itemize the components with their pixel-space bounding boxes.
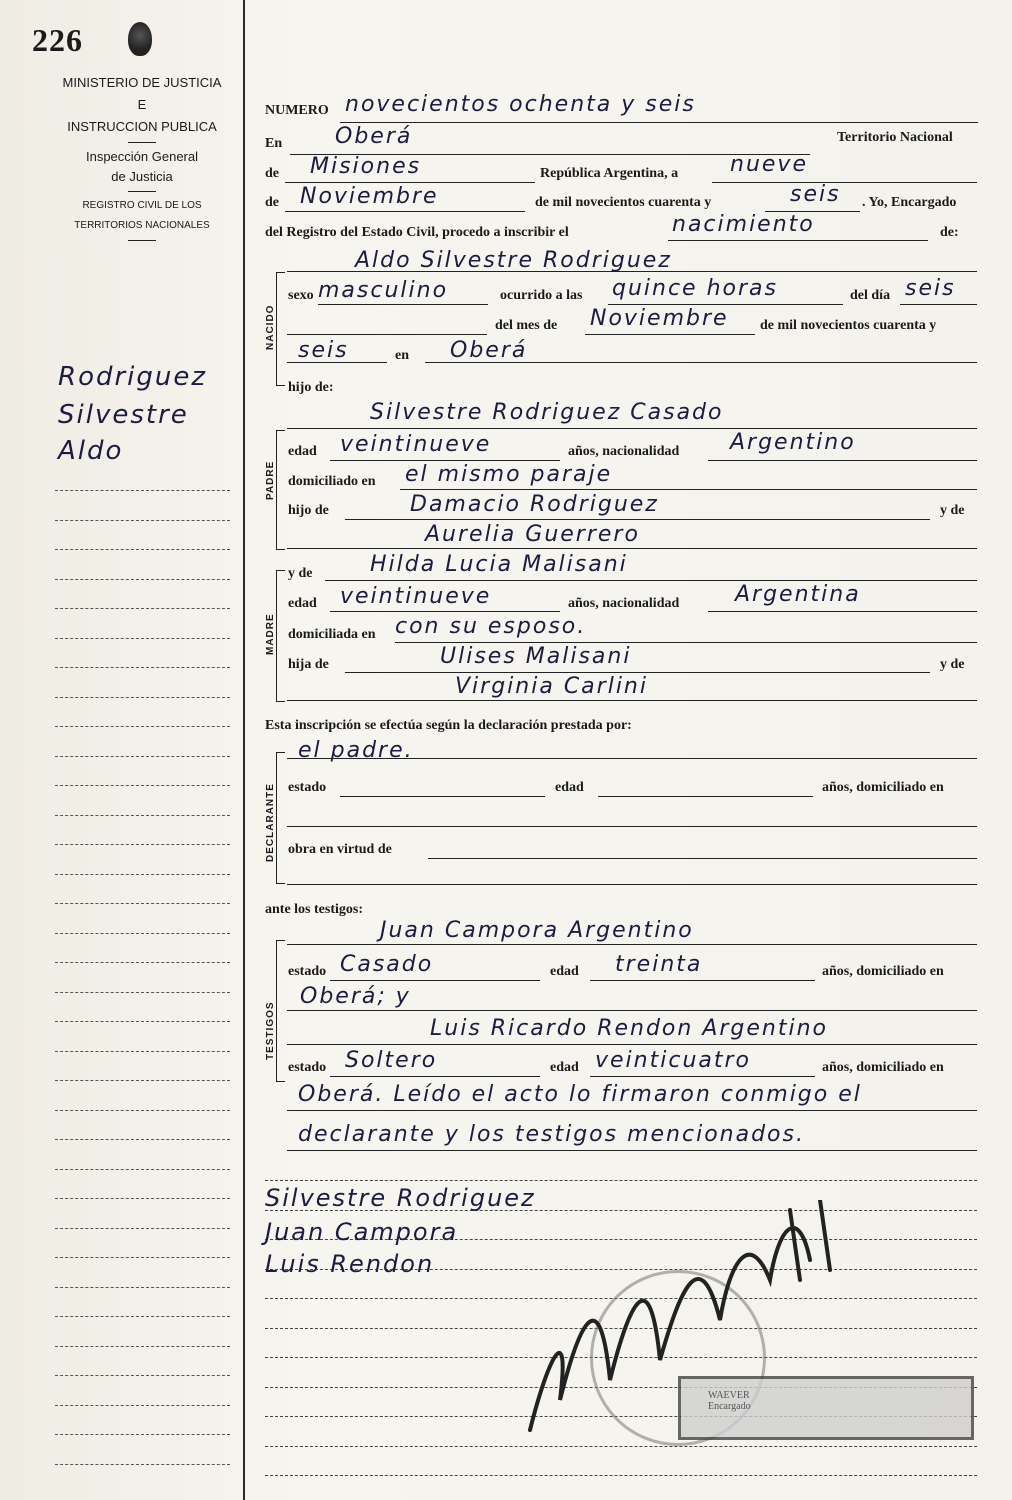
rule [425,362,977,363]
domiciliado-label: domiciliado en [288,474,376,489]
padre-tag: PADRE [265,460,276,500]
obra-label: obra en virtud de [288,842,392,857]
rule [287,334,487,335]
anios-nac-label: años, nacionalidad [568,596,680,611]
margin-rule [55,1169,230,1171]
testigo1-edad: treinta [615,952,703,977]
y-de-label: y de [940,657,965,672]
en-label: En [265,136,283,151]
madre-edad: veintinueve [340,584,492,609]
rule [287,944,977,945]
nacido-tag: NACIDO [265,304,276,350]
bracket [276,752,285,884]
mil2-label: de mil novecientos cuarenta y [760,318,937,333]
ministry-line3: INSTRUCCION PUBLICA [67,119,217,134]
yo-label: . Yo, Encargado [862,195,957,210]
margin-rule [55,874,230,876]
rule [345,672,930,673]
registro-label: del Registro del Estado Civil, procedo a inscribir el [265,225,569,240]
rule [708,460,977,461]
y-de-label: y de [940,503,965,518]
estado-label: estado [288,780,327,795]
estado-label: estado [288,1060,327,1075]
madre-nombre: Hilda Lucia Malisani [370,552,628,577]
rule [608,304,843,305]
abuela-m: Virginia Carlini [455,674,648,699]
abuelo-m: Ulises Malisani [440,644,632,669]
rule [287,1044,977,1045]
margin-rule [55,490,230,492]
rule [708,611,977,612]
numero-label: NUMERO [265,103,329,118]
declarante-value: el padre. [298,738,414,763]
margin-rule [55,520,230,522]
rule [285,182,535,183]
del-dia-label: del día [850,288,891,303]
domiciliada-label: domiciliada en [288,627,376,642]
signature-2: Juan Campora [265,1218,459,1246]
margin-rule [55,1405,230,1407]
rule [128,191,156,192]
sexo-label: sexo [288,288,314,303]
republica-label: República Argentina, a [540,166,679,181]
margin-rule [55,1228,230,1230]
edad-label: edad [288,444,317,459]
column-divider [243,0,245,1500]
rule [330,980,540,981]
rule [340,796,545,797]
en-value: Oberá [335,124,413,149]
rule [287,758,977,759]
testigo2-edad: veinticuatro [595,1048,751,1073]
rule [287,1110,977,1111]
bracket [276,430,285,550]
margin-rule [55,1346,230,1348]
coat-of-arms-icon [128,22,152,56]
rule [900,304,977,305]
abuela: Aurelia Guerrero [425,522,640,547]
anios-nac-label: años, nacionalidad [568,444,680,459]
testigo2-estado: Soltero [345,1048,438,1073]
rule [590,1076,815,1077]
margin-rule [55,844,230,846]
mil-label: de mil novecientos cuarenta y [535,195,712,210]
ruled-line [265,1446,977,1447]
territorio-label: Territorio Nacional [837,130,953,145]
margin-rule [55,549,230,551]
margin-rule [55,1051,230,1053]
margin-rule [55,1375,230,1377]
de2-label: de [265,195,279,210]
margin-rule [55,785,230,787]
rule [287,884,977,885]
cierre1: Oberá. Leído el acto lo firmaron conmigo el [298,1082,862,1107]
abuelo: Damacio Rodriguez [410,492,659,517]
margin-rule [55,579,230,581]
margin-rule [55,638,230,640]
registry-line1: REGISTRO CIVIL DE LOS [82,200,202,211]
page-number: 226 [32,22,83,58]
padre-nombre: Silvestre Rodriguez Casado [370,400,724,425]
ministry-line1: MINISTERIO DE JUSTICIA [62,75,222,90]
numero-value: novecientos ochenta y seis [345,92,696,117]
hijo-de-label: hijo de [288,503,329,518]
signature-3: Luis Rendon [265,1250,435,1278]
lugar-value: Oberá [450,338,528,363]
declarante-tag: DECLARANTE [265,783,276,862]
anio-value: seis [790,182,841,207]
de-value: Misiones [310,154,422,179]
margin-rule [55,992,230,994]
bracket [276,940,285,1082]
en2-label: en [395,348,409,363]
estado-label: estado [288,964,327,979]
margin-rule [55,1257,230,1259]
hora-value: quince horas [612,276,778,301]
rule [287,1150,977,1151]
margin-rule [55,962,230,964]
rule [585,334,755,335]
rule [668,240,928,241]
padre-edad: veintinueve [340,432,492,457]
ruled-line [265,1475,977,1476]
margin-rule [55,903,230,905]
dia-value: nueve [730,152,808,177]
margin-name3: Aldo [58,436,124,466]
margin-rule [55,1434,230,1436]
rule [287,271,977,272]
rule [395,642,977,643]
margin-rule [55,933,230,935]
margin-rule [55,1316,230,1318]
margin-name2: Silvestre [58,400,189,430]
rule [325,580,977,581]
margin-rule [55,1139,230,1141]
rule [287,362,387,363]
registry-line2: TERRITORIOS NACIONALES [74,220,210,231]
stamp-line1: WAEVER [708,1390,750,1401]
ocurrido-label: ocurrido a las [500,288,583,303]
inscripcion-label: Esta inscripción se efectúa según la declaración prestada por: [265,718,632,733]
edad-label: edad [550,964,579,979]
nac-mes-value: Noviembre [590,306,729,331]
bracket [276,570,285,702]
rule [287,1010,977,1011]
hija-de-label: hija de [288,657,329,672]
rule [428,858,977,859]
anios-dom-label: años, domiciliado en [822,1060,944,1075]
rule [285,211,525,212]
signature-1: Silvestre Rodriguez [265,1184,536,1212]
rule [128,142,156,143]
madre-nac: Argentina [735,582,861,607]
y-de-madre-label: y de [288,566,313,581]
inspection-line2: de Justicia [111,169,173,184]
edad-label: edad [288,596,317,611]
ministry-header [52,72,232,245]
anios-dom-label: años, domiciliado en [822,964,944,979]
madre-dom: con su esposo. [395,614,587,639]
testigo1: Juan Campora Argentino [380,918,694,943]
margin-rule [55,726,230,728]
testigos-label: ante los testigos: [265,902,363,917]
edad-label: edad [550,1060,579,1075]
nac-anio-value: seis [298,338,349,363]
rule [340,122,978,123]
rule [590,980,815,981]
rule [318,304,488,305]
rule [287,428,977,429]
stamp-line2: Encargado [708,1401,751,1412]
rule [287,700,977,701]
rule [287,548,977,549]
testigo1-estado: Casado [340,952,434,977]
margin-rule [55,1021,230,1023]
ministry-line2: E [137,97,147,112]
testigo2: Luis Ricardo Rendon Argentino [430,1016,829,1041]
margin-rule [55,1080,230,1082]
nombre-value: Aldo Silvestre Rodriguez [355,248,672,273]
nac-dia-value: seis [905,276,956,301]
bracket [276,272,285,386]
margin-rule [55,1464,230,1466]
acto-value: nacimiento [672,212,815,237]
rule [128,240,156,241]
margin-rule [55,815,230,817]
rule [712,182,977,183]
madre-tag: MADRE [265,613,276,655]
margin-rule [55,1110,230,1112]
margin-rule [55,756,230,758]
padre-nac: Argentino [730,430,856,455]
mes-value: Noviembre [300,184,439,209]
padre-dom: el mismo paraje [405,462,613,487]
margin-rule [55,1287,230,1289]
margin-rule [55,667,230,669]
hijo-label: hijo de: [288,380,334,395]
rule [400,489,977,490]
margin-rule [55,608,230,610]
rule [330,460,560,461]
sexo-value: masculino [318,278,449,303]
de-label: de [265,166,279,181]
official-signature-icon [490,1200,860,1440]
rule [287,826,977,827]
rule [345,519,930,520]
ruled-line [265,1180,977,1181]
rule [598,796,813,797]
testigo1-dom: Oberá; y [300,984,411,1009]
cierre2: declarante y los testigos mencionados. [298,1122,805,1147]
margin-surname: Rodriguez [58,362,208,392]
rule [330,611,560,612]
margin-rule [55,1198,230,1200]
inspection-line1: Inspección General [85,149,198,164]
edad-label: edad [555,780,584,795]
rule [330,1076,540,1077]
mes-label: del mes de [495,318,558,333]
margin-rule [55,697,230,699]
de3-label: de: [940,225,959,240]
testigos-tag: TESTIGOS [265,1001,276,1060]
anios-dom-label: años, domiciliado en [822,780,944,795]
